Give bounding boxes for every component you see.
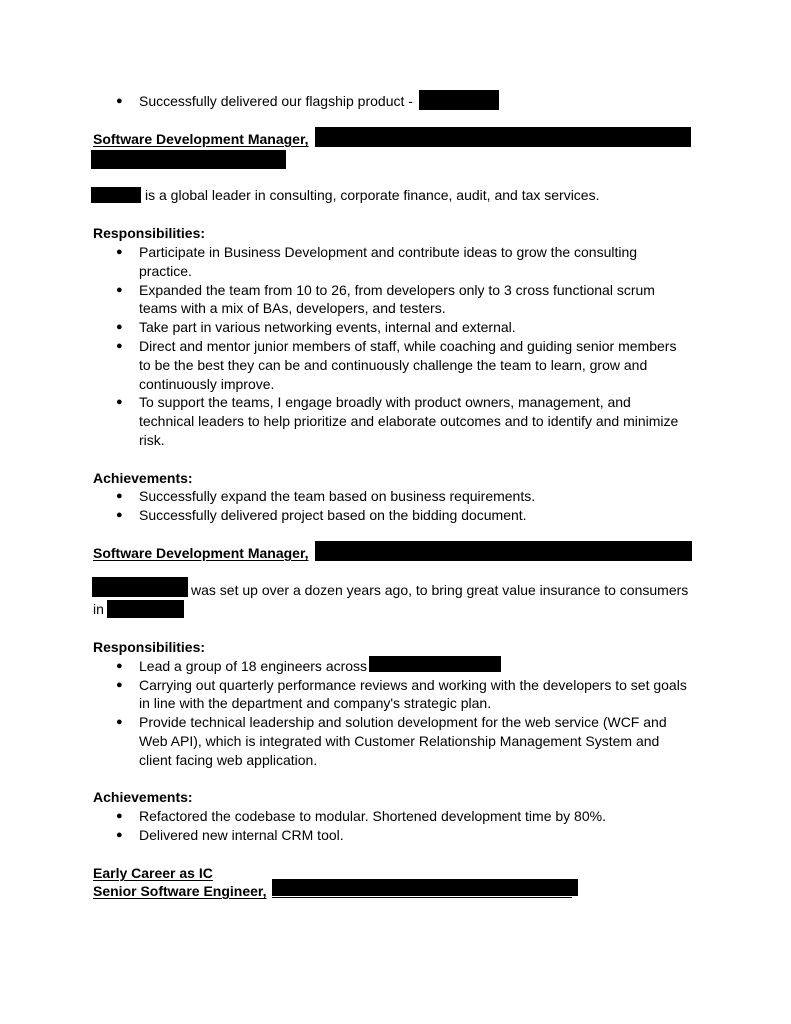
- job2-achievements-heading: Achievements:: [93, 789, 193, 805]
- job2-achievement-1: Refactored the codebase to modular. Shortened development time by 80%.: [139, 808, 606, 824]
- redaction-block: [91, 150, 286, 169]
- bullet-glyph: ●: [116, 679, 123, 691]
- job2-resp-2-line-1: Carrying out quarterly performance reviews and working with the developers to set goals: [139, 677, 687, 693]
- job1-resp-5-line-1: To support the teams, I engage broadly with product owners, management, and: [139, 394, 631, 410]
- job1-resp-4-line-1: Direct and mentor junior members of staff, while coaching and guiding senior members: [139, 338, 677, 354]
- early-career-title: Senior Software Engineer,: [93, 883, 267, 899]
- bullet-glyph: ●: [116, 396, 123, 408]
- job1-resp-2-line-2: teams with a mix of BAs, developers, and testers.: [139, 300, 446, 316]
- bullet-glyph: ●: [116, 716, 123, 728]
- job2-responsibilities-heading: Responsibilities:: [93, 639, 206, 655]
- job1-resp-5-line-2: technical leaders to help prioritize and elaborate outcomes and to identify and minimize: [139, 413, 679, 429]
- job1-title: Software Development Manager,: [93, 131, 309, 147]
- job2-company-desc-line-2: in: [93, 601, 104, 617]
- bullet-glyph: ●: [116, 246, 123, 258]
- bullet-glyph: ●: [116, 810, 123, 822]
- job2-resp-1-line-1: Lead a group of 18 engineers across: [139, 658, 368, 674]
- bullet-glyph: ●: [116, 284, 123, 296]
- bullet-glyph: ●: [116, 829, 123, 841]
- job1-achievements-heading: Achievements:: [93, 470, 193, 486]
- bullet-glyph: ●: [116, 509, 123, 521]
- bullet-glyph: ●: [116, 95, 123, 107]
- redaction-block: [315, 127, 691, 147]
- job1-resp-1-line-2: practice.: [139, 263, 192, 279]
- job1-resp-5-line-3: risk.: [139, 432, 165, 448]
- top-bullet-text: Successfully delivered our flagship product -: [139, 93, 413, 109]
- redaction-block: [369, 656, 501, 672]
- job2-resp-3-line-2: Web API), which is integrated with Customer Relationship Management System and: [139, 733, 660, 749]
- job2-resp-2-line-2: in line with the department and company's strategic plan.: [139, 695, 492, 711]
- redaction-block: [91, 187, 141, 203]
- job2-achievement-2: Delivered new internal CRM tool.: [139, 827, 344, 843]
- redaction-block: [107, 600, 184, 618]
- job1-resp-3-line-1: Take part in various networking events, internal and external.: [139, 319, 516, 335]
- bullet-glyph: ●: [116, 340, 123, 352]
- job1-resp-1-line-1: Participate in Business Development and contribute ideas to grow the consulting: [139, 244, 638, 260]
- job2-company-desc-line-1: was set up over a dozen years ago, to bring great value insurance to consumers: [191, 582, 689, 598]
- bullet-glyph: ●: [116, 660, 123, 672]
- job2-title: Software Development Manager,: [93, 545, 309, 561]
- bullet-glyph: ●: [116, 490, 123, 502]
- job1-company-desc: is a global leader in consulting, corporate finance, audit, and tax services.: [145, 187, 600, 203]
- bullet-glyph: ●: [116, 321, 123, 333]
- redaction-block: [419, 90, 499, 110]
- job1-resp-2-line-1: Expanded the team from 10 to 26, from developers only to 3 cross functional scrum: [139, 282, 655, 298]
- job2-resp-3-line-1: Provide technical leadership and solution development for the web service (WCF and: [139, 714, 667, 730]
- job1-responsibilities-heading: Responsibilities:: [93, 225, 206, 241]
- early-career-heading: Early Career as IC: [93, 865, 213, 881]
- redaction-block: [315, 541, 692, 561]
- job1-achievement-2: Successfully delivered project based on the bidding document.: [139, 507, 527, 523]
- redaction-block: [272, 879, 578, 896]
- redaction-block: [92, 577, 188, 597]
- title-underline: [272, 897, 572, 898]
- job1-resp-4-line-2: to be the best they can be and continuously challenge the team to learn, grow and: [139, 357, 648, 373]
- job1-achievement-1: Successfully expand the team based on business requirements.: [139, 488, 536, 504]
- job2-resp-3-line-3: client facing web application.: [139, 752, 318, 768]
- job1-resp-4-line-3: continuously improve.: [139, 376, 275, 392]
